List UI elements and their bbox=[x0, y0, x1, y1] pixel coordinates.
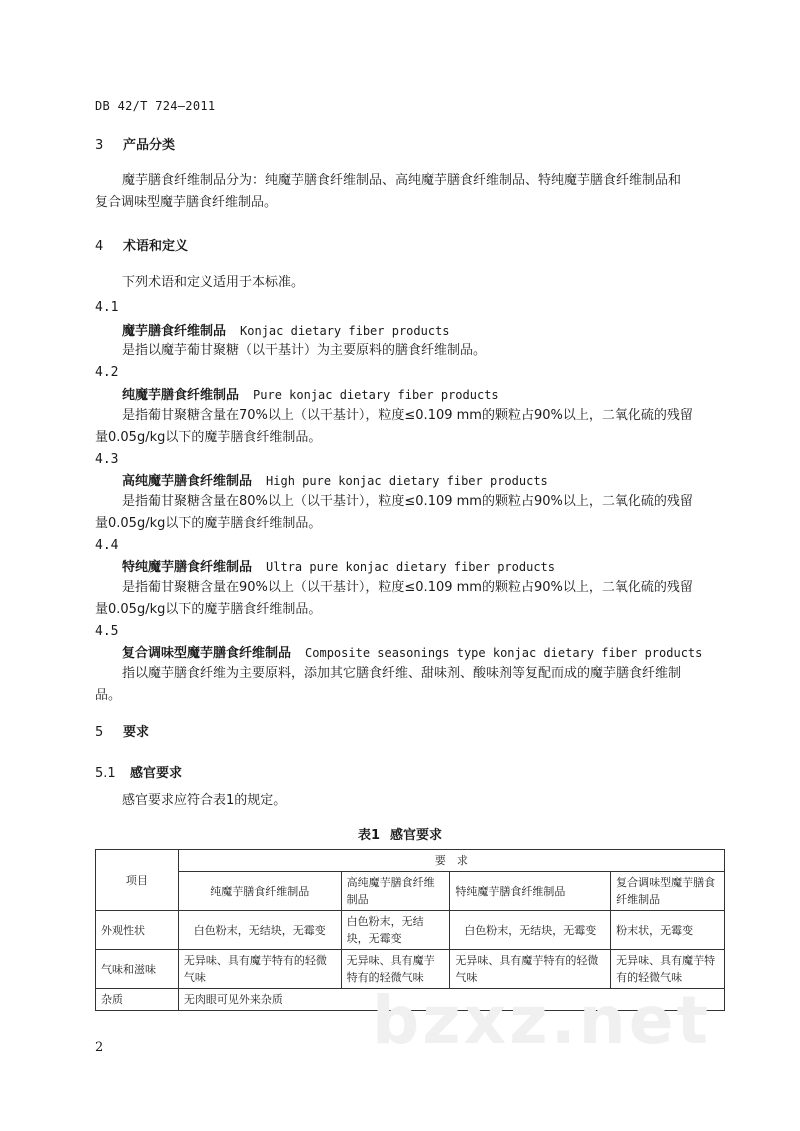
term-en: High pure konjac dietary fiber products bbox=[266, 474, 548, 488]
table-cell: 无异味、具有魔芋特有的轻微气味 bbox=[341, 950, 450, 989]
term-cn: 特纯魔芋膳食纤维制品 bbox=[122, 560, 253, 575]
column-header: 复合调味型魔芋膳食纤维制品 bbox=[611, 872, 725, 911]
section-3-heading bbox=[95, 134, 175, 153]
section-title: 产品分类 bbox=[123, 138, 176, 153]
row-item-cell: 杂质 bbox=[96, 989, 179, 1011]
section-3-line-1: 魔芋膳食纤维制品分为：纯魔芋膳食纤维制品、高纯魔芋膳食纤维制品、特纯魔芋膳食纤维制品和 bbox=[122, 173, 682, 188]
term-cn: 纯魔芋膳食纤维制品 bbox=[122, 388, 240, 403]
term-number: 4.1 bbox=[95, 300, 119, 315]
section-number: 5.1 bbox=[95, 766, 116, 781]
section-number: 3 bbox=[95, 138, 104, 153]
term-title bbox=[122, 320, 450, 339]
section-number: 4 bbox=[95, 239, 104, 254]
section-title: 术语和定义 bbox=[123, 239, 189, 254]
term-number: 4.4 bbox=[95, 538, 119, 553]
table-cell: 白色粉末，无结块，无霉变 bbox=[178, 911, 341, 950]
table-cell: 无肉眼可见外来杂质 bbox=[178, 989, 724, 1011]
table-row bbox=[96, 911, 725, 950]
section-title: 要求 bbox=[123, 725, 150, 740]
section-4-heading bbox=[95, 235, 188, 254]
term-definition-line: 是指以魔芋葡甘聚糖（以干基计）为主要原料的膳食纤维制品。 bbox=[122, 343, 487, 358]
section-4-intro: 下列术语和定义适用于本标准。 bbox=[122, 275, 305, 290]
table-subheader-row bbox=[96, 872, 725, 911]
term-title bbox=[122, 642, 702, 661]
term-en: Pure konjac dietary fiber products bbox=[253, 388, 499, 402]
column-header: 纯魔芋膳食纤维制品 bbox=[178, 872, 341, 911]
table-caption bbox=[0, 824, 800, 843]
term-cn: 高纯魔芋膳食纤维制品 bbox=[122, 474, 253, 489]
row-item-cell: 气味和滋味 bbox=[96, 950, 179, 989]
term-en: Konjac dietary fiber products bbox=[240, 324, 450, 338]
table-header-row bbox=[96, 850, 725, 872]
section-3-line-2: 复合调味型魔芋膳食纤维制品。 bbox=[95, 195, 278, 210]
term-number: 4.2 bbox=[95, 365, 119, 380]
table-cell: 粉末状，无霉变 bbox=[611, 911, 725, 950]
term-number: 4.3 bbox=[95, 452, 119, 467]
term-title bbox=[122, 470, 548, 489]
table-caption-title: 感官要求 bbox=[390, 828, 443, 843]
site-watermark: bzxz.net bbox=[372, 982, 712, 1059]
table-cell: 无异味、具有魔芋特有的轻微气味 bbox=[450, 950, 611, 989]
section-5-1-heading bbox=[95, 762, 182, 781]
table-cell: 无异味、具有魔芋特有的轻微气味 bbox=[178, 950, 341, 989]
term-cn: 复合调味型魔芋膳食纤维制品 bbox=[122, 646, 292, 661]
term-en: Composite seasonings type konjac dietary fiber products bbox=[305, 646, 703, 660]
term-title bbox=[122, 384, 499, 403]
term-definition-line: 是指葡甘聚糖含量在90%以上（以干基计），粒度≤0.109 mm的颗粒占90%以上，二氧化硫的残留 bbox=[122, 580, 693, 595]
term-definition-line: 是指葡甘聚糖含量在70%以上（以干基计），粒度≤0.109 mm的颗粒占90%以上，二氧化硫的残留 bbox=[122, 408, 693, 423]
section-title: 感官要求 bbox=[130, 766, 183, 781]
column-header: 特纯魔芋膳食纤维制品 bbox=[450, 872, 611, 911]
column-header: 高纯魔芋膳食纤维制品 bbox=[341, 872, 450, 911]
table-cell: 白色粉末，无结块，无霉变 bbox=[450, 911, 611, 950]
table-caption-number: 表1 bbox=[357, 828, 381, 843]
term-definition-line: 品。 bbox=[95, 688, 122, 703]
section-number: 5 bbox=[95, 725, 104, 740]
item-header-cell: 项目 bbox=[96, 850, 179, 911]
term-definition-line: 量0.05g/kg以下的魔芋膳食纤维制品。 bbox=[95, 430, 322, 445]
requirement-header-cell: 要 求 bbox=[178, 850, 724, 872]
term-en: Ultra pure konjac dietary fiber products bbox=[266, 560, 555, 574]
table-cell: 白色粉末，无结块，无霉变 bbox=[341, 911, 450, 950]
term-definition-line: 量0.05g/kg以下的魔芋膳食纤维制品。 bbox=[95, 516, 322, 531]
section-5-1-intro: 感官要求应符合表1的规定。 bbox=[122, 793, 287, 808]
standard-code-header: DB 42/T 724—2011 bbox=[95, 99, 216, 113]
term-number: 4.5 bbox=[95, 624, 119, 639]
term-definition-line: 是指葡甘聚糖含量在80%以上（以干基计），粒度≤0.109 mm的颗粒占90%以上，二氧化硫的残留 bbox=[122, 494, 693, 509]
table-cell: 无异味、具有魔芋特有的轻微气味 bbox=[611, 950, 725, 989]
row-item-cell: 外观性状 bbox=[96, 911, 179, 950]
term-definition-line: 量0.05g/kg以下的魔芋膳食纤维制品。 bbox=[95, 602, 322, 617]
term-title bbox=[122, 556, 555, 575]
page-number: 2 bbox=[95, 1040, 104, 1055]
term-cn: 魔芋膳食纤维制品 bbox=[122, 324, 227, 339]
section-5-heading bbox=[95, 721, 149, 740]
term-definition-line: 指以魔芋膳食纤维为主要原料，添加其它膳食纤维、甜味剂、酸味剂等复配而成的魔芋膳食纤维制 bbox=[122, 666, 682, 681]
